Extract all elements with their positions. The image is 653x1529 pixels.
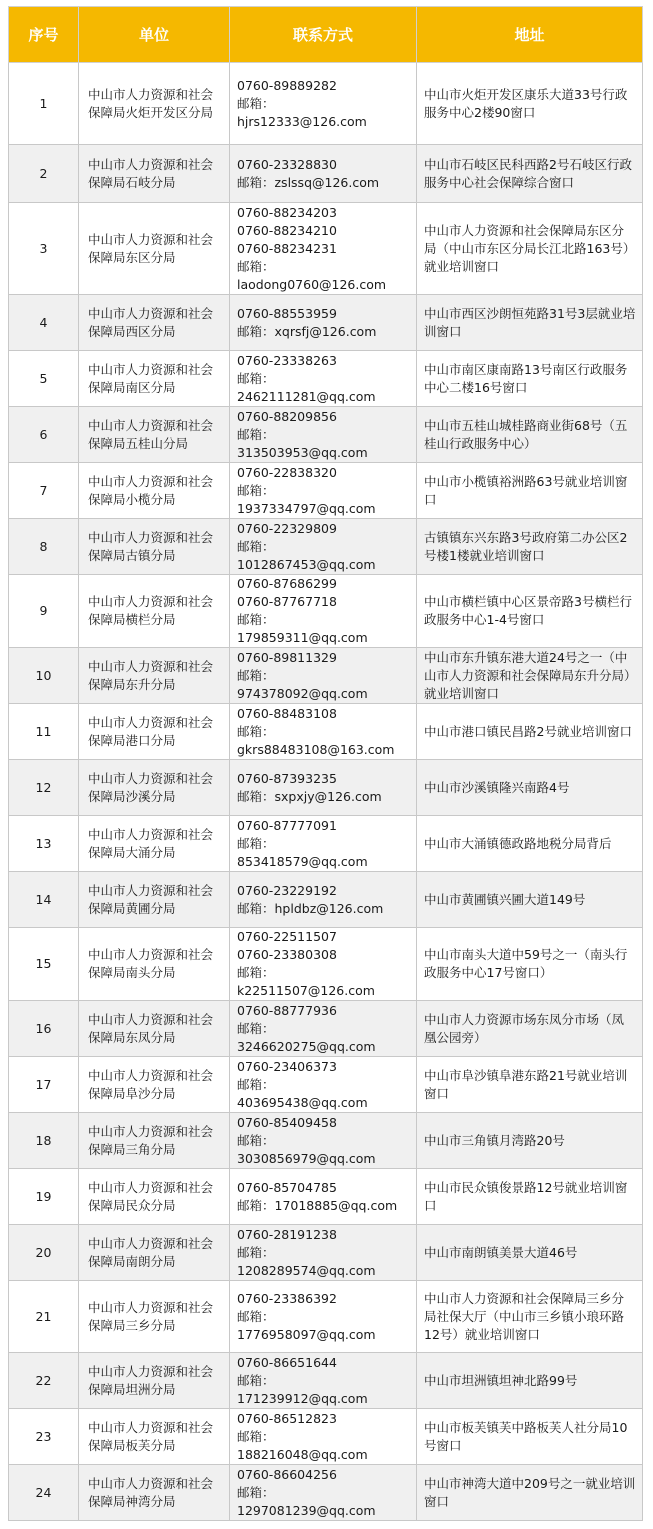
- table-row: [9, 351, 643, 407]
- table-row: [9, 1353, 643, 1409]
- contact-line: 邮箱：: [237, 95, 275, 111]
- address: 中山市沙溪镇隆兴南路4号: [417, 760, 643, 816]
- contact-line: 邮箱：xqrsfj@126.com: [237, 323, 377, 339]
- unit-name: 中山市人力资源和社会保障局神湾分局: [79, 1465, 230, 1521]
- contact-line: 0760-88483108: [237, 705, 337, 721]
- address: 中山市五桂山城桂路商业街68号（五桂山行政服务中心）: [417, 407, 643, 463]
- unit-name: 中山市人力资源和社会保障局黄圃分局: [79, 872, 230, 928]
- row-number: 2: [9, 145, 79, 203]
- contact-info: [230, 872, 417, 928]
- header-no: 序号: [9, 7, 79, 63]
- contact-info: [230, 1001, 417, 1057]
- header-address: 地址: [417, 7, 643, 63]
- contact-line: 974378092@qq.com: [237, 685, 368, 701]
- row-number: 17: [9, 1057, 79, 1113]
- contact-line: 0760-87686299: [237, 576, 337, 591]
- contact-line: 邮箱：: [237, 370, 275, 386]
- contact-info: [230, 648, 417, 704]
- contact-line: k22511507@126.com: [237, 983, 375, 998]
- contact-line: 188216048@qq.com: [237, 1446, 368, 1462]
- contact-line: 403695438@qq.com: [237, 1094, 368, 1110]
- table-row: [9, 203, 643, 295]
- row-number: 5: [9, 351, 79, 407]
- unit-name: 中山市人力资源和社会保障局东升分局: [79, 648, 230, 704]
- table-row: [9, 1225, 643, 1281]
- unit-name: 中山市人力资源和社会保障局坦洲分局: [79, 1353, 230, 1409]
- unit-name: 中山市人力资源和社会保障局横栏分局: [79, 575, 230, 648]
- contact-line: 邮箱：: [237, 1020, 275, 1036]
- table-row: [9, 1113, 643, 1169]
- contact-line: 0760-88209856: [237, 408, 337, 424]
- row-number: 13: [9, 816, 79, 872]
- contact-line: 1776958097@qq.com: [237, 1326, 376, 1342]
- table-row: [9, 407, 643, 463]
- address: 中山市东升镇东港大道24号之一（中山市人力资源和社会保障局东升分局）就业培训窗口: [417, 648, 643, 704]
- contact-line: 邮箱：: [237, 1244, 275, 1260]
- contact-line: 邮箱：: [237, 1308, 275, 1324]
- contact-info: [230, 463, 417, 519]
- contact-line: 邮箱：: [237, 258, 275, 274]
- table-row: [9, 760, 643, 816]
- contact-line: 0760-86512823: [237, 1410, 337, 1426]
- contact-line: 0760-22838320: [237, 464, 337, 480]
- contact-line: 邮箱：sxpxjy@126.com: [237, 788, 382, 804]
- contact-line: 171239912@qq.com: [237, 1390, 368, 1406]
- contact-info: [230, 704, 417, 760]
- contact-line: 1208289574@qq.com: [237, 1262, 376, 1278]
- contact-info: [230, 1113, 417, 1169]
- contact-info: [230, 1465, 417, 1521]
- table-row: [9, 648, 643, 704]
- contact-line: 0760-88553959: [237, 305, 337, 321]
- contact-info: [230, 519, 417, 575]
- contact-line: 0760-28191238: [237, 1226, 337, 1242]
- contact-info: [230, 145, 417, 203]
- contact-line: 邮箱：: [237, 1484, 275, 1500]
- table-row: [9, 575, 643, 648]
- contact-info: [230, 760, 417, 816]
- unit-name: 中山市人力资源和社会保障局小榄分局: [79, 463, 230, 519]
- table-row: [9, 1001, 643, 1057]
- contact-line: 0760-23229192: [237, 882, 337, 898]
- row-number: 1: [9, 63, 79, 145]
- row-number: 21: [9, 1281, 79, 1353]
- row-number: 4: [9, 295, 79, 351]
- contact-line: 0760-89889282: [237, 77, 337, 93]
- contact-line: 邮箱：: [237, 612, 275, 627]
- contact-line: 0760-23406373: [237, 1058, 337, 1074]
- contact-line: 邮箱：: [237, 723, 275, 739]
- contact-info: [230, 203, 417, 295]
- address: 中山市神湾大道中209号之一就业培训窗口: [417, 1465, 643, 1521]
- contact-line: 邮箱：: [237, 1076, 275, 1092]
- unit-name: 中山市人力资源和社会保障局火炬开发区分局: [79, 63, 230, 145]
- unit-name: 中山市人力资源和社会保障局三角分局: [79, 1113, 230, 1169]
- address: 中山市大涌镇德政路地税分局背后: [417, 816, 643, 872]
- contact-line: 邮箱：zslssq@126.com: [237, 174, 380, 190]
- address: 中山市坦洲镇坦神北路99号: [417, 1353, 643, 1409]
- row-number: 15: [9, 928, 79, 1001]
- contact-info: [230, 407, 417, 463]
- address: 古镇镇东兴东路3号政府第二办公区2号楼1楼就业培训窗口: [417, 519, 643, 575]
- row-number: 23: [9, 1409, 79, 1465]
- table-row: [9, 463, 643, 519]
- unit-name: 中山市人力资源和社会保障局五桂山分局: [79, 407, 230, 463]
- unit-name: 中山市人力资源和社会保障局东区分局: [79, 203, 230, 295]
- row-number: 11: [9, 704, 79, 760]
- contact-info: [230, 63, 417, 145]
- contact-line: 3246620275@qq.com: [237, 1038, 376, 1054]
- address: 中山市西区沙朗恒苑路31号3层就业培训窗口: [417, 295, 643, 351]
- contact-line: 0760-88777936: [237, 1002, 337, 1018]
- contact-info: [230, 1353, 417, 1409]
- row-number: 9: [9, 575, 79, 648]
- contact-line: 0760-88234231: [237, 240, 337, 256]
- table-row: [9, 1281, 643, 1353]
- branch-office-table: [8, 6, 643, 1521]
- contact-line: 0760-86604256: [237, 1466, 337, 1482]
- unit-name: 中山市人力资源和社会保障局民众分局: [79, 1169, 230, 1225]
- unit-name: 中山市人力资源和社会保障局板芙分局: [79, 1409, 230, 1465]
- address: 中山市南头大道中59号之一（南头行政服务中心17号窗口）: [417, 928, 643, 1001]
- contact-line: 0760-23338263: [237, 352, 337, 368]
- contact-line: 2462111281@qq.com: [237, 388, 376, 404]
- header-unit: 单位: [79, 7, 230, 63]
- contact-line: 邮箱：: [237, 538, 275, 554]
- table-row: [9, 1465, 643, 1521]
- address: 中山市民众镇俊景路12号就业培训窗口: [417, 1169, 643, 1225]
- contact-line: 0760-88234210: [237, 222, 337, 238]
- unit-name: 中山市人力资源和社会保障局沙溪分局: [79, 760, 230, 816]
- contact-line: 0760-85409458: [237, 1114, 337, 1130]
- unit-name: 中山市人力资源和社会保障局港口分局: [79, 704, 230, 760]
- contact-line: 0760-87767718: [237, 594, 337, 609]
- table-row: [9, 519, 643, 575]
- unit-name: 中山市人力资源和社会保障局石岐分局: [79, 145, 230, 203]
- row-number: 14: [9, 872, 79, 928]
- contact-line: gkrs88483108@163.com: [237, 741, 395, 757]
- contact-line: 邮箱：: [237, 426, 275, 442]
- contact-info: [230, 575, 417, 648]
- contact-line: hjrs12333@126.com: [237, 113, 367, 129]
- address: 中山市人力资源和社会保障局三乡分局社保大厅（中山市三乡镇小琅环路12号）就业培训窗口: [417, 1281, 643, 1353]
- unit-name: 中山市人力资源和社会保障局东凤分局: [79, 1001, 230, 1057]
- contact-info: [230, 1281, 417, 1353]
- unit-name: 中山市人力资源和社会保障局南朗分局: [79, 1225, 230, 1281]
- contact-line: 0760-85704785: [237, 1179, 337, 1195]
- contact-line: 179859311@qq.com: [237, 630, 368, 645]
- contact-line: 0760-23380308: [237, 947, 337, 962]
- table-row: [9, 872, 643, 928]
- row-number: 6: [9, 407, 79, 463]
- unit-name: 中山市人力资源和社会保障局西区分局: [79, 295, 230, 351]
- contact-line: 邮箱：: [237, 835, 275, 851]
- row-number: 7: [9, 463, 79, 519]
- unit-name: 中山市人力资源和社会保障局阜沙分局: [79, 1057, 230, 1113]
- contact-line: 0760-86651644: [237, 1354, 337, 1370]
- table-row: [9, 145, 643, 203]
- contact-line: 0760-22511507: [237, 929, 337, 944]
- address: 中山市港口镇民昌路2号就业培训窗口: [417, 704, 643, 760]
- row-number: 10: [9, 648, 79, 704]
- table-row: [9, 928, 643, 1001]
- row-number: 19: [9, 1169, 79, 1225]
- contact-line: laodong0760@126.com: [237, 276, 387, 292]
- contact-line: 0760-89811329: [237, 649, 337, 665]
- address: 中山市石岐区民科西路2号石岐区行政服务中心社会保障综合窗口: [417, 145, 643, 203]
- row-number: 18: [9, 1113, 79, 1169]
- contact-info: [230, 1057, 417, 1113]
- contact-line: 1297081239@qq.com: [237, 1502, 376, 1518]
- address: 中山市三角镇月湾路20号: [417, 1113, 643, 1169]
- address: 中山市黄圃镇兴圃大道149号: [417, 872, 643, 928]
- table-row: [9, 1057, 643, 1113]
- unit-name: 中山市人力资源和社会保障局大涌分局: [79, 816, 230, 872]
- row-number: 12: [9, 760, 79, 816]
- row-number: 22: [9, 1353, 79, 1409]
- table-row: [9, 704, 643, 760]
- contact-line: 邮箱：: [237, 1428, 275, 1444]
- contact-info: [230, 1409, 417, 1465]
- row-number: 3: [9, 203, 79, 295]
- contact-line: 3030856979@qq.com: [237, 1150, 376, 1166]
- unit-name: 中山市人力资源和社会保障局南头分局: [79, 928, 230, 1001]
- contact-line: 313503953@qq.com: [237, 444, 368, 460]
- unit-name: 中山市人力资源和社会保障局南区分局: [79, 351, 230, 407]
- contact-line: 0760-23386392: [237, 1290, 337, 1306]
- row-number: 24: [9, 1465, 79, 1521]
- contact-line: 邮箱：17018885@qq.com: [237, 1197, 398, 1213]
- row-number: 8: [9, 519, 79, 575]
- table-row: [9, 1169, 643, 1225]
- contact-info: [230, 816, 417, 872]
- unit-name: 中山市人力资源和社会保障局三乡分局: [79, 1281, 230, 1353]
- address: 中山市南区康南路13号南区行政服务中心二楼16号窗口: [417, 351, 643, 407]
- contact-line: 邮箱：: [237, 667, 275, 683]
- table-row: [9, 63, 643, 145]
- contact-line: 邮箱：: [237, 965, 275, 980]
- row-number: 16: [9, 1001, 79, 1057]
- row-number: 20: [9, 1225, 79, 1281]
- address: 中山市人力资源和社会保障局东区分局（中山市东区分局长江北路163号）就业培训窗口: [417, 203, 643, 295]
- unit-name: 中山市人力资源和社会保障局古镇分局: [79, 519, 230, 575]
- contact-info: [230, 351, 417, 407]
- table-body: [9, 63, 643, 1521]
- contact-line: 0760-87777091: [237, 817, 337, 833]
- table-row: [9, 295, 643, 351]
- contact-line: 0760-87393235: [237, 770, 337, 786]
- table-row: [9, 816, 643, 872]
- contact-line: 1937334797@qq.com: [237, 500, 376, 516]
- address: 中山市阜沙镇阜港东路21号就业培训窗口: [417, 1057, 643, 1113]
- contact-info: [230, 295, 417, 351]
- contact-info: [230, 1169, 417, 1225]
- address: 中山市火炬开发区康乐大道33号行政服务中心2楼90窗口: [417, 63, 643, 145]
- address: 中山市小榄镇裕洲路63号就业培训窗口: [417, 463, 643, 519]
- table-header-row: [9, 7, 643, 63]
- address: 中山市横栏镇中心区景帝路3号横栏行政服务中心1-4号窗口: [417, 575, 643, 648]
- table-row: [9, 1409, 643, 1465]
- contact-line: 邮箱：: [237, 482, 275, 498]
- contact-line: 0760-23328830: [237, 156, 337, 172]
- contact-line: 邮箱：: [237, 1132, 275, 1148]
- address: 中山市南朗镇美景大道46号: [417, 1225, 643, 1281]
- address: 中山市板芙镇芙中路板芙人社分局10号窗口: [417, 1409, 643, 1465]
- contact-info: [230, 1225, 417, 1281]
- contact-line: 853418579@qq.com: [237, 853, 368, 869]
- address: 中山市人力资源市场东凤分市场（凤凰公园旁）: [417, 1001, 643, 1057]
- header-contact: 联系方式: [230, 7, 417, 63]
- contact-line: 1012867453@qq.com: [237, 556, 376, 572]
- contact-line: 0760-22329809: [237, 520, 337, 536]
- contact-line: 邮箱：hpldbz@126.com: [237, 900, 384, 916]
- contact-line: 邮箱：: [237, 1372, 275, 1388]
- contact-info: [230, 928, 417, 1001]
- contact-line: 0760-88234203: [237, 204, 337, 220]
